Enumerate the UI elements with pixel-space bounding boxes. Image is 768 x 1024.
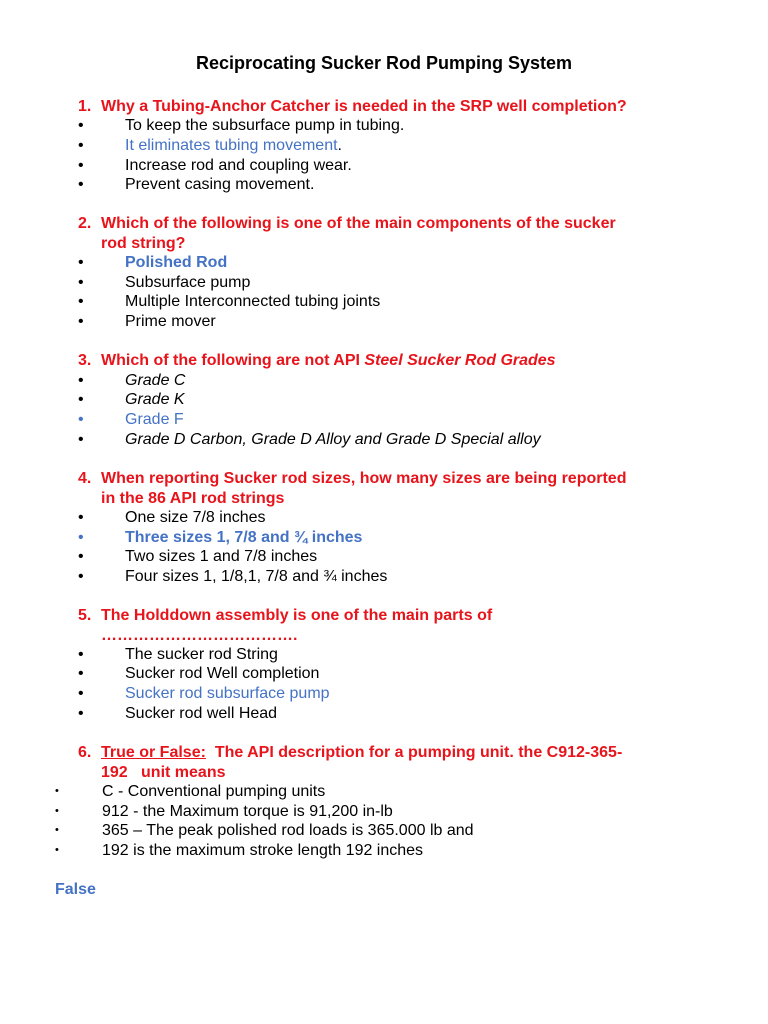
option-text: One size 7/8 inches [125,509,266,526]
bullet: • [78,176,84,193]
question-number: 3. [78,352,92,369]
option-text: Four sizes 1, 1/8,1, 7/8 and ¾ inches [125,568,388,585]
question-number: 4. [78,470,92,487]
option-text: Grade F [125,411,184,428]
bullet: • [78,548,84,565]
bullet: • [55,824,59,836]
bullet: • [78,665,84,682]
question-3 [78,351,718,371]
option-text: Increase rod and coupling wear. [125,157,352,174]
question-line-1: The Holddown assembly is one of the main parts of [101,607,493,624]
question-number: 5. [78,607,92,624]
bullet: • [55,785,59,797]
option-text: Three sizes 1, 7/8 and ¾ inches [125,529,363,546]
question-line-2: ………………………………. [101,626,298,644]
bullet: • [78,431,84,448]
question-number: 1. [78,98,92,115]
item-text: 365 – The peak polished rod loads is 365.000 lb and [102,822,474,839]
question-line-2: in the 86 API rod strings [101,489,285,507]
bullet: • [78,254,84,271]
true-false-label: True or False: [101,744,206,761]
option-text: To keep the subsurface pump in tubing. [125,117,405,134]
option-text: Subsurface pump [125,274,251,291]
bullet: • [55,805,59,817]
question-number: 2. [78,215,92,232]
question-4 [78,469,718,508]
option-text: Sucker rod well Head [125,705,278,722]
option-text: Prime mover [125,313,216,330]
option-suffix: . [337,137,342,154]
bullet: • [78,137,84,154]
option-text: It eliminates tubing movement [125,137,338,154]
option-text: The sucker rod String [125,646,278,663]
option-text: Grade D Carbon, Grade D Alloy and Grade D Special alloy [125,431,541,448]
question-line-1: When reporting Sucker rod sizes, how many sizes are being reported [101,470,627,487]
question-line-2: rod string? [101,234,186,252]
option-text: Sucker rod Well completion [125,665,320,682]
question-2 [78,214,718,253]
option-text: Sucker rod subsurface pump [125,685,330,702]
item-text: 192 is the maximum stroke length 192 inches [102,842,424,859]
option-text: Prevent casing movement. [125,176,315,193]
bullet: • [78,685,84,702]
option-text: Grade C [125,372,186,389]
question-text: Which of the following are not API [101,352,365,369]
bullet: • [78,313,84,330]
bullet: • [78,509,84,526]
option-text: Polished Rod [125,254,228,271]
question-text: Why a Tubing-Anchor Catcher is needed in the SRP well completion? [101,98,627,115]
option-text: Multiple Interconnected tubing joints [125,293,381,310]
bullet: • [78,157,84,174]
bullet: • [78,705,84,722]
question-6 [78,743,718,782]
question-number: 6. [78,744,92,761]
question-line-2: 192 unit means [101,763,226,781]
item-text: 912 - the Maximum torque is 91,200 in-lb [102,803,393,820]
q6-answer: False [55,881,96,898]
question-text-italic: Steel Sucker Rod Grades [364,352,556,369]
option-text: Two sizes 1 and 7/8 inches [125,548,318,565]
bullet: • [78,568,84,585]
document-title: Reciprocating Sucker Rod Pumping System [195,53,573,73]
question-1 [78,97,718,117]
bullet: • [78,529,84,546]
question-line-1: Which of the following is one of the main components of the sucker [101,215,616,232]
bullet: • [78,646,84,663]
question-line-1: The API description for a pumping unit. the C912-365- [205,744,623,761]
bullet: • [55,844,59,856]
bullet: • [78,293,84,310]
bullet: • [78,391,84,408]
bullet: • [78,117,84,134]
bullet: • [78,274,84,291]
bullet: • [78,372,84,389]
question-5 [78,606,718,645]
item-text: C - Conventional pumping units [102,783,326,800]
option-text: Grade K [125,391,185,408]
bullet: • [78,411,84,428]
